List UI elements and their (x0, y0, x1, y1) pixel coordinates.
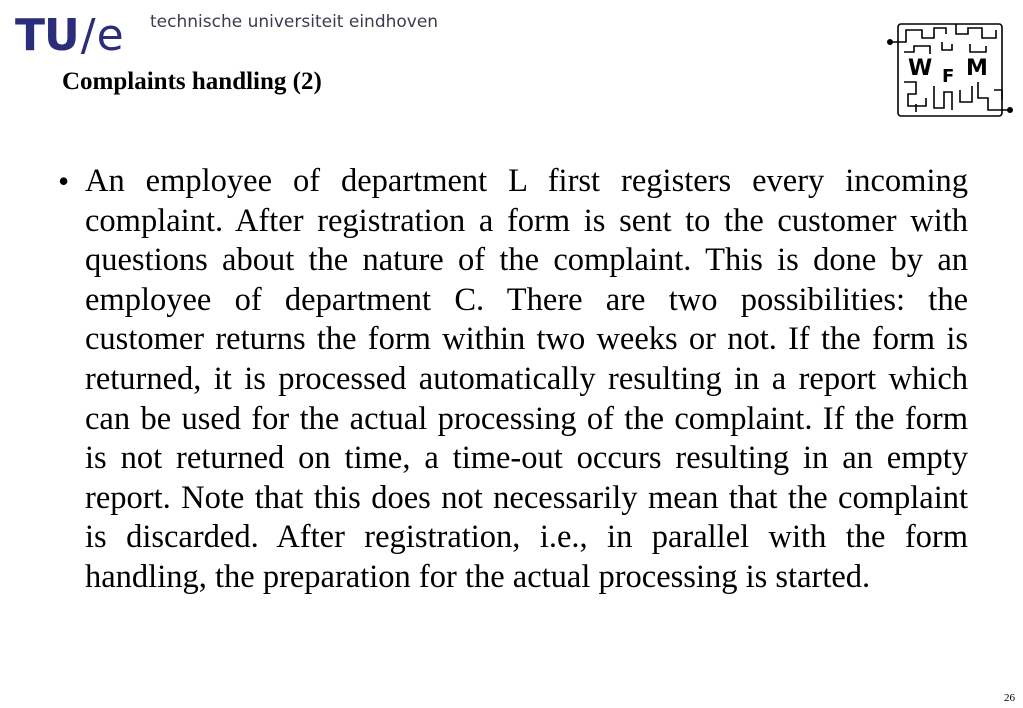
page-number: 26 (1004, 692, 1015, 704)
maze-dot-left (887, 39, 893, 45)
wfm-letter-f: F (942, 66, 955, 87)
logo-e-text: e (96, 10, 123, 61)
maze-line-2 (956, 24, 996, 38)
logo-slash: / (80, 10, 95, 61)
tue-logo (15, 10, 123, 61)
slide-content (58, 162, 968, 598)
wfm-letter-m: M (966, 56, 988, 81)
maze-line-3 (904, 46, 930, 54)
maze-line-5 (970, 44, 986, 52)
maze-line-7 (934, 86, 952, 110)
university-name: technische universiteit eindhoven (150, 12, 439, 32)
maze-line-9 (978, 82, 1010, 110)
wfm-logo (886, 20, 1014, 120)
maze-line-6 (904, 82, 926, 106)
maze-dot-right (1007, 107, 1013, 113)
maze-line-4 (942, 42, 952, 50)
bullet-item (58, 162, 968, 598)
slide-title: Complaints handling (2) (62, 68, 322, 95)
wfm-letter-w: W (908, 56, 933, 81)
bullet-text: An employee of department L first registers every incoming complaint. After registration a form is sent to the customer with questions about the nature of the complaint. This is done by an employee of department C. There are two possibilities: the customer returns the form within two weeks or not. If the form is returned, it is processed automatically resulting in a report which can be used for the actual processing of the complaint. If the form is not returned on time, a time-out occurs resulting in an empty report. Note that this does not necessarily mean that the complaint is discarded. After registration, i.e., in parallel with the form handling, the preparation for the actual processing is started. (85, 163, 968, 595)
bullet-marker: • (58, 163, 70, 199)
maze-line-8 (960, 86, 972, 102)
logo-tu-text: TU (15, 10, 79, 61)
maze-line-11 (994, 90, 1002, 100)
